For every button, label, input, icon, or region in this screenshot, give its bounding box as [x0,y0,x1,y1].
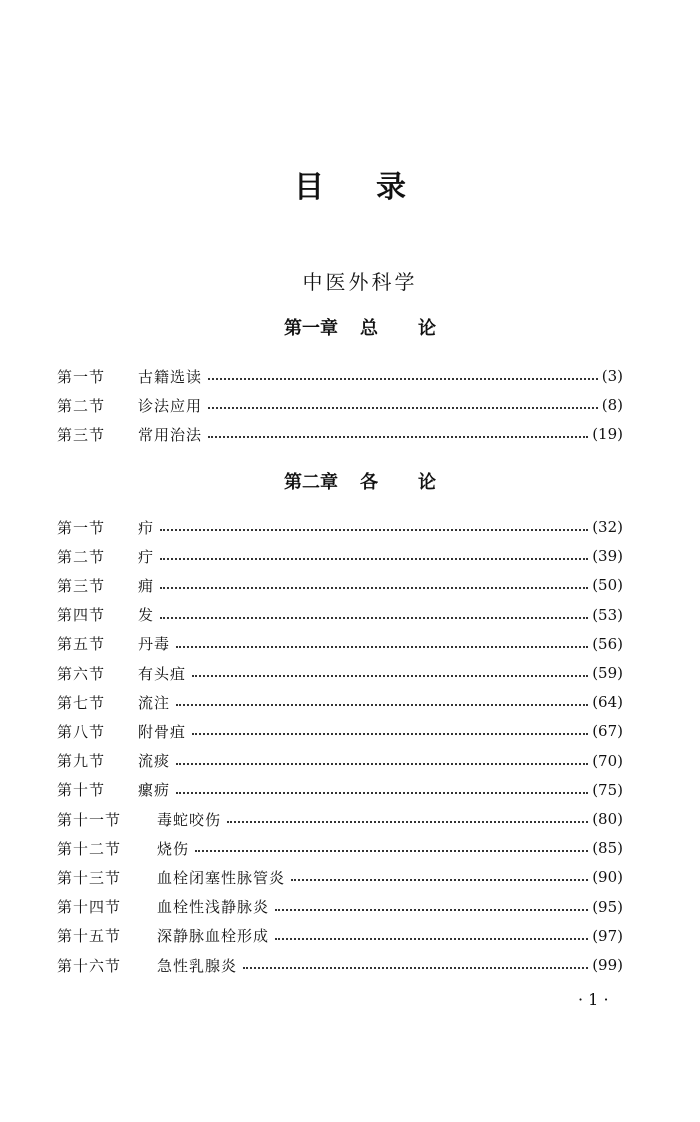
page-reference: (95) [592,897,623,916]
toc-entry[interactable] [57,720,623,742]
section-number: 第三节 [57,425,106,444]
section-number: 第一节 [57,367,106,386]
toc-entry[interactable] [57,545,623,567]
section-number: 第十一节 [57,810,122,829]
section-title: 烧伤 [157,839,190,858]
dot-leader [275,938,588,940]
page-number: · 1 · [578,990,609,1009]
toc-entry[interactable] [57,750,623,772]
section-number: 第十三节 [57,868,122,887]
dot-leader [160,587,588,589]
toc-entry[interactable] [57,516,623,538]
dot-leader [160,617,588,619]
toc-entry[interactable] [57,925,623,947]
section-number: 第五节 [57,635,106,654]
section-title: 毒蛇咬伤 [157,810,222,829]
section-title: 附骨疽 [138,722,187,741]
section-title: 血栓性浅静脉炎 [157,898,270,917]
dot-leader [160,558,588,560]
page-reference: (80) [592,810,623,828]
page-reference: (70) [592,751,623,770]
page-reference: (97) [592,926,623,945]
dot-leader [227,821,588,823]
section-title: 丹毒 [138,635,171,654]
section-number: 第十节 [57,781,106,800]
dot-leader [192,675,588,677]
dot-leader [208,407,598,409]
toc-entry[interactable] [57,423,623,445]
toc-entry[interactable] [57,574,623,596]
section-title: 古籍选读 [138,367,203,386]
chapter-heading [0,314,700,340]
page-reference: (3) [601,367,623,385]
page-reference: (59) [592,664,623,682]
section-title: 急性乳腺炎 [157,956,238,975]
dot-leader [176,763,588,765]
page-reference: (99) [592,956,623,974]
chapter-number: 第二章 [284,472,338,493]
toc-entry[interactable] [57,394,623,416]
section-title: 常用治法 [138,425,203,444]
dot-leader [192,733,588,735]
section-number: 第一节 [57,518,106,537]
dot-leader [176,646,588,648]
page-reference: (8) [601,396,623,415]
dot-leader [208,378,598,380]
toc-entry[interactable] [57,866,623,888]
toc-entry[interactable] [57,633,623,655]
chapter-name-part: 总 [360,318,378,339]
section-title: 深静脉血栓形成 [157,927,270,946]
chapter-number: 第一章 [284,318,338,339]
section-title: 瘰疬 [138,781,171,800]
page-reference: (32) [592,518,623,536]
section-title: 诊法应用 [138,396,203,415]
dot-leader [176,792,588,794]
chapter-name-part: 各 [360,472,378,493]
section-number: 第十五节 [57,927,122,946]
toc-entry[interactable] [57,837,623,859]
page-reference: (85) [592,839,623,858]
title-char-1: 目 [294,170,324,205]
section-number: 第三节 [57,576,106,595]
chapter-heading [0,468,700,494]
chapter-name-part: 论 [418,472,436,493]
section-title: 疔 [138,547,155,566]
page-reference: (75) [592,780,623,799]
page-reference: (19) [592,425,623,444]
page-reference: (90) [592,868,623,887]
toc-entry[interactable] [57,662,623,684]
dot-leader [275,909,588,911]
section-title: 流注 [138,693,171,712]
page-title [0,162,700,206]
section-number: 第十六节 [57,956,122,975]
dot-leader [243,967,588,969]
section-number: 第八节 [57,722,106,741]
title-char-2: 录 [376,170,406,205]
toc-entry[interactable] [57,779,623,801]
toc-entry[interactable] [57,954,623,976]
toc-entry[interactable] [57,691,623,713]
page-reference: (67) [592,722,623,741]
section-title: 血栓闭塞性脉管炎 [157,868,286,887]
chapter-name-part: 论 [418,318,436,339]
dot-leader [160,529,588,531]
dot-leader [176,704,588,706]
section-number: 第二节 [57,396,106,415]
section-number: 第十四节 [57,898,122,917]
section-title: 有头疽 [138,664,187,683]
dot-leader [208,436,588,438]
section-number: 第七节 [57,693,106,712]
page-reference: (50) [592,576,623,595]
dot-leader [291,879,588,881]
subject-heading: 中医外科学 [302,270,418,294]
section-title: 流痰 [138,752,171,771]
toc-entry[interactable] [57,365,623,387]
page-reference: (56) [592,634,623,653]
page-reference: (53) [592,605,623,624]
toc-entry[interactable] [57,808,623,830]
section-number: 第六节 [57,664,106,683]
page-reference: (64) [592,693,623,712]
section-number: 第九节 [57,752,106,771]
page-reference: (39) [592,547,623,566]
section-number: 第二节 [57,547,106,566]
section-title: 发 [138,606,155,625]
dot-leader [195,850,588,852]
section-number: 第四节 [57,606,106,625]
toc-entry[interactable] [57,604,623,626]
section-title: 疖 [138,518,155,537]
toc-entry[interactable] [57,896,623,918]
section-title: 痈 [138,576,155,595]
section-number: 第十二节 [57,839,122,858]
